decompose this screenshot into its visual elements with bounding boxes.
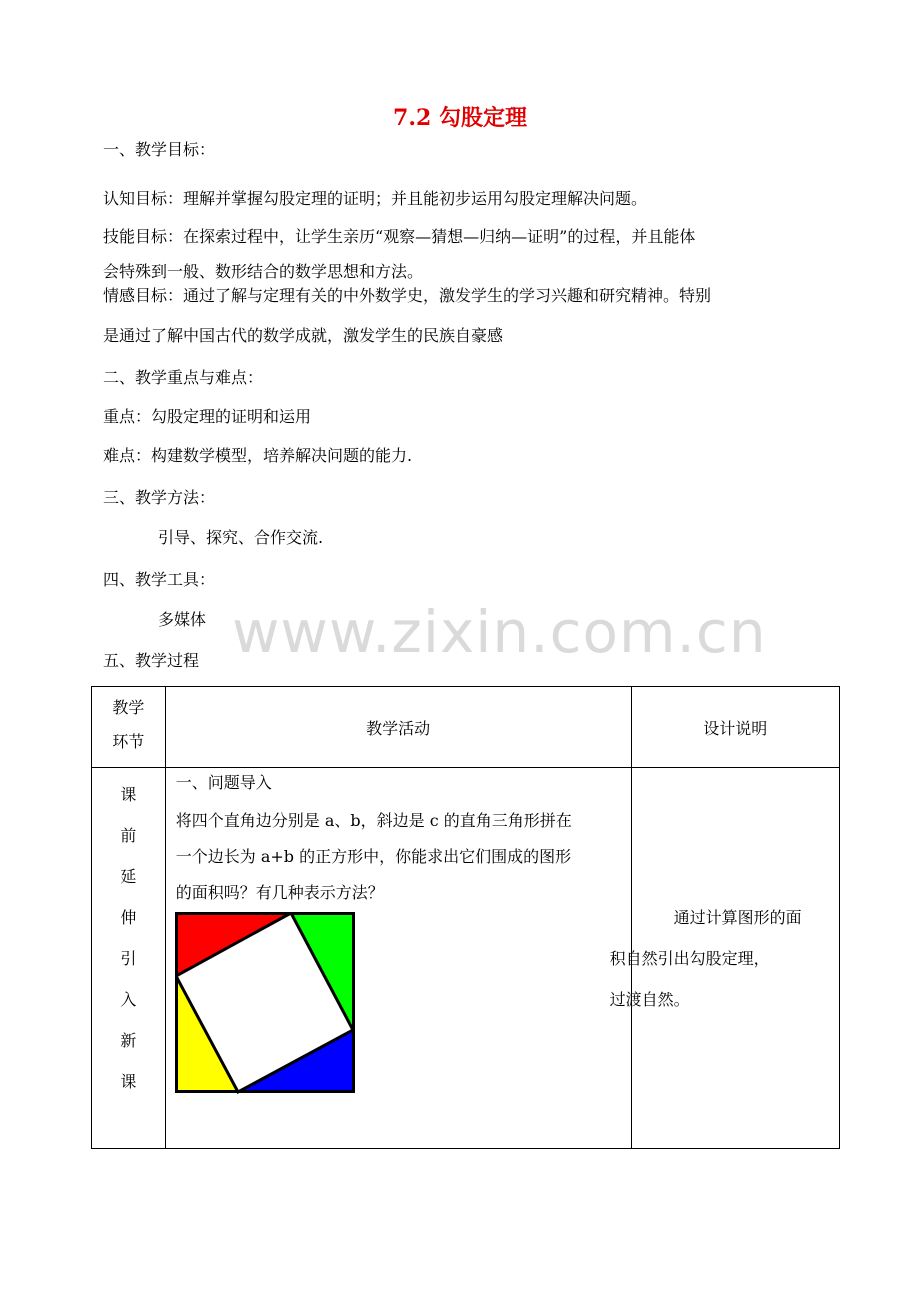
stage-char: 伸 [120,908,137,927]
activity-line2: 一个边长为 a+b 的正方形中，你能求出它们围成的图形 [175,847,572,866]
note-line2: 积自然引出勾股定理， [609,948,770,968]
section-heading-process: 五、教学过程 [103,651,200,670]
emotion-goal-line2: 是通过了解中国古代的数学成就，激发学生的民族自豪感 [103,326,504,345]
section-heading-methods: 三、教学方法： [103,488,216,507]
teaching-methods: 引导、探究、合作交流. [158,528,324,547]
activity-line3: 的面积吗？有几种表示方法？ [175,883,384,902]
header-note: 设计说明 [703,718,768,738]
teaching-process-table [91,686,840,1149]
section-heading-goals: 一、教学目标： [103,140,216,159]
stage-char: 课 [120,785,137,804]
teaching-tools: 多媒体 [158,610,207,629]
table-row [92,768,840,1149]
cognitive-goal: 认知目标：理解并掌握勾股定理的证明；并且能初步运用勾股定理解决问题。 [103,189,648,208]
stage-char: 前 [120,826,137,845]
stage-char: 新 [120,1031,137,1050]
header-stage-line2: 环节 [112,732,145,751]
key-point: 重点：勾股定理的证明和运用 [103,407,312,426]
header-note-cell [631,687,839,768]
activity-cell [165,768,631,1149]
difficulty-point: 难点：构建数学模型，培养解决问题的能力. [103,446,413,465]
watermark: www.zixin.com.cn [232,598,767,666]
section-heading-keypoints: 二、教学重点与难点： [103,368,264,387]
table-header-row [92,687,840,768]
activity-line1: 将四个直角边分别是 a、b，斜边是 c 的直角三角形拼在 [175,811,572,830]
section-heading-tools: 四、教学工具： [103,570,216,589]
activity-heading: 一、问题导入 [175,773,272,792]
skill-goal-line1: 技能目标：在探索过程中，让学生亲历“观察—猜想—归纳—证明”的过程，并且能体 [103,227,696,246]
skill-goal-line2: 会特殊到一般、数形结合的数学思想和方法。 [103,262,424,281]
note-cell [609,768,839,1149]
stage-cell [92,768,166,1149]
stage-char: 引 [120,949,137,968]
header-activity: 教学活动 [366,718,431,738]
note-line1: 通过计算图形的面 [673,907,802,927]
emotion-goal-line1: 情感目标：通过了解与定理有关的中外数学史，激发学生的学习兴趣和研究精神。特别 [103,286,712,305]
stage-char: 延 [120,867,137,886]
pythagorean-square-figure [175,912,355,1094]
stage-char: 入 [120,990,137,1009]
stage-char: 课 [120,1072,137,1091]
page-title: 7.2 勾股定理 [393,105,527,131]
header-stage-cell [92,687,166,768]
note-line3: 过渡自然。 [609,989,690,1009]
header-activity-cell [165,687,631,768]
header-stage-line1: 教学 [112,698,145,717]
